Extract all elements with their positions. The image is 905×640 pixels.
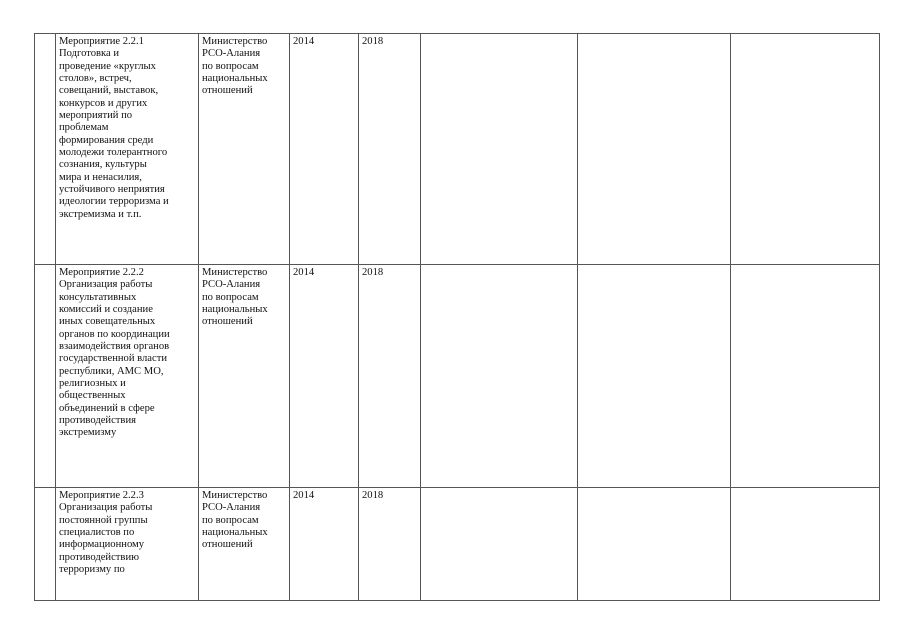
- text-line: противодействию: [59, 551, 140, 563]
- text-line: РСО-Алания: [202, 502, 261, 514]
- empty-cell: [578, 34, 731, 265]
- executor-cell: [199, 265, 290, 488]
- event-name-cell: [56, 265, 199, 488]
- text-line: Организация работы: [59, 502, 153, 514]
- text-line: национальных: [202, 304, 268, 316]
- text-line: религиозных и: [59, 378, 126, 390]
- text-line: отношений: [202, 539, 253, 551]
- text-line: по вопросам: [202, 514, 259, 526]
- table-row: [35, 488, 880, 601]
- empty-cell: [731, 265, 880, 488]
- text-line: информационному: [59, 539, 145, 551]
- empty-cell: [578, 488, 731, 601]
- text-line: столов», встреч,: [59, 73, 132, 85]
- text-line: мира и ненасилия,: [59, 171, 142, 183]
- text-line: Мероприятие 2.2.1: [59, 36, 144, 47]
- event-name-text: [59, 267, 195, 440]
- empty-cell: [578, 265, 731, 488]
- table-row: [35, 34, 880, 265]
- empty-cell: [421, 488, 578, 601]
- text-line: экстремизма и т.п.: [59, 208, 142, 220]
- text-line: проблемам: [59, 122, 109, 134]
- text-line: идеологии терроризма и: [59, 196, 169, 208]
- executor-text: [202, 267, 286, 329]
- text-line: органов по координации: [59, 328, 170, 340]
- text-line: Министерство: [202, 36, 268, 47]
- text-line: Подготовка и: [59, 48, 120, 60]
- text-line: противодействия: [59, 415, 136, 427]
- text-line: национальных: [202, 527, 268, 539]
- text-line: консультативных: [59, 291, 137, 303]
- row-number-cell: [35, 34, 56, 265]
- table-row: [35, 265, 880, 488]
- text-line: отношений: [202, 316, 253, 328]
- text-line: взаимодействия органов: [59, 341, 170, 353]
- table-body: [35, 34, 880, 601]
- text-line: мероприятий по: [59, 110, 133, 122]
- event-name-text: [59, 36, 195, 221]
- text-line: Мероприятие 2.2.2: [59, 267, 144, 278]
- start-year-cell: 2014: [290, 265, 359, 488]
- empty-cell: [731, 34, 880, 265]
- text-line: специалистов по: [59, 527, 135, 539]
- text-line: РСО-Алания: [202, 48, 261, 60]
- executor-cell: [199, 34, 290, 265]
- text-line: РСО-Алания: [202, 279, 261, 291]
- row-number-cell: [35, 488, 56, 601]
- text-line: комиссий и создание: [59, 304, 153, 316]
- text-line: Мероприятие 2.2.3: [59, 490, 144, 501]
- empty-cell: [421, 34, 578, 265]
- text-line: общественных: [59, 390, 126, 402]
- empty-cell: [731, 488, 880, 601]
- text-line: по вопросам: [202, 291, 259, 303]
- text-line: объединений в сфере: [59, 402, 155, 414]
- event-name-text: [59, 490, 195, 576]
- text-line: национальных: [202, 73, 268, 85]
- executor-text: [202, 36, 286, 98]
- text-line: терроризму по: [59, 564, 125, 576]
- empty-cell: [421, 265, 578, 488]
- executor-cell: [199, 488, 290, 601]
- text-line: совещаний, выставок,: [59, 85, 159, 97]
- text-line: Министерство: [202, 490, 268, 501]
- text-line: отношений: [202, 85, 253, 97]
- text-line: сознания, культуры: [59, 159, 147, 171]
- start-year-cell: 2014: [290, 34, 359, 265]
- text-line: иных совещательных: [59, 316, 156, 328]
- text-line: проведение «круглых: [59, 60, 156, 72]
- text-line: экстремизму: [59, 427, 117, 439]
- text-line: устойчивого неприятия: [59, 184, 165, 196]
- text-line: молодежи толерантного: [59, 147, 168, 159]
- end-year-cell: 2018: [359, 265, 421, 488]
- text-line: по вопросам: [202, 60, 259, 72]
- row-number-cell: [35, 265, 56, 488]
- text-line: постоянной группы: [59, 514, 148, 526]
- program-table: [34, 33, 880, 601]
- text-line: государственной власти: [59, 353, 168, 365]
- text-line: формирования среди: [59, 134, 154, 146]
- text-line: Министерство: [202, 267, 268, 278]
- end-year-cell: 2018: [359, 34, 421, 265]
- text-line: конкурсов и других: [59, 97, 148, 109]
- event-name-cell: [56, 34, 199, 265]
- event-name-cell: [56, 488, 199, 601]
- end-year-cell: 2018: [359, 488, 421, 601]
- text-line: республики, АМС МО,: [59, 365, 164, 377]
- start-year-cell: 2014: [290, 488, 359, 601]
- text-line: Организация работы: [59, 279, 153, 291]
- executor-text: [202, 490, 286, 552]
